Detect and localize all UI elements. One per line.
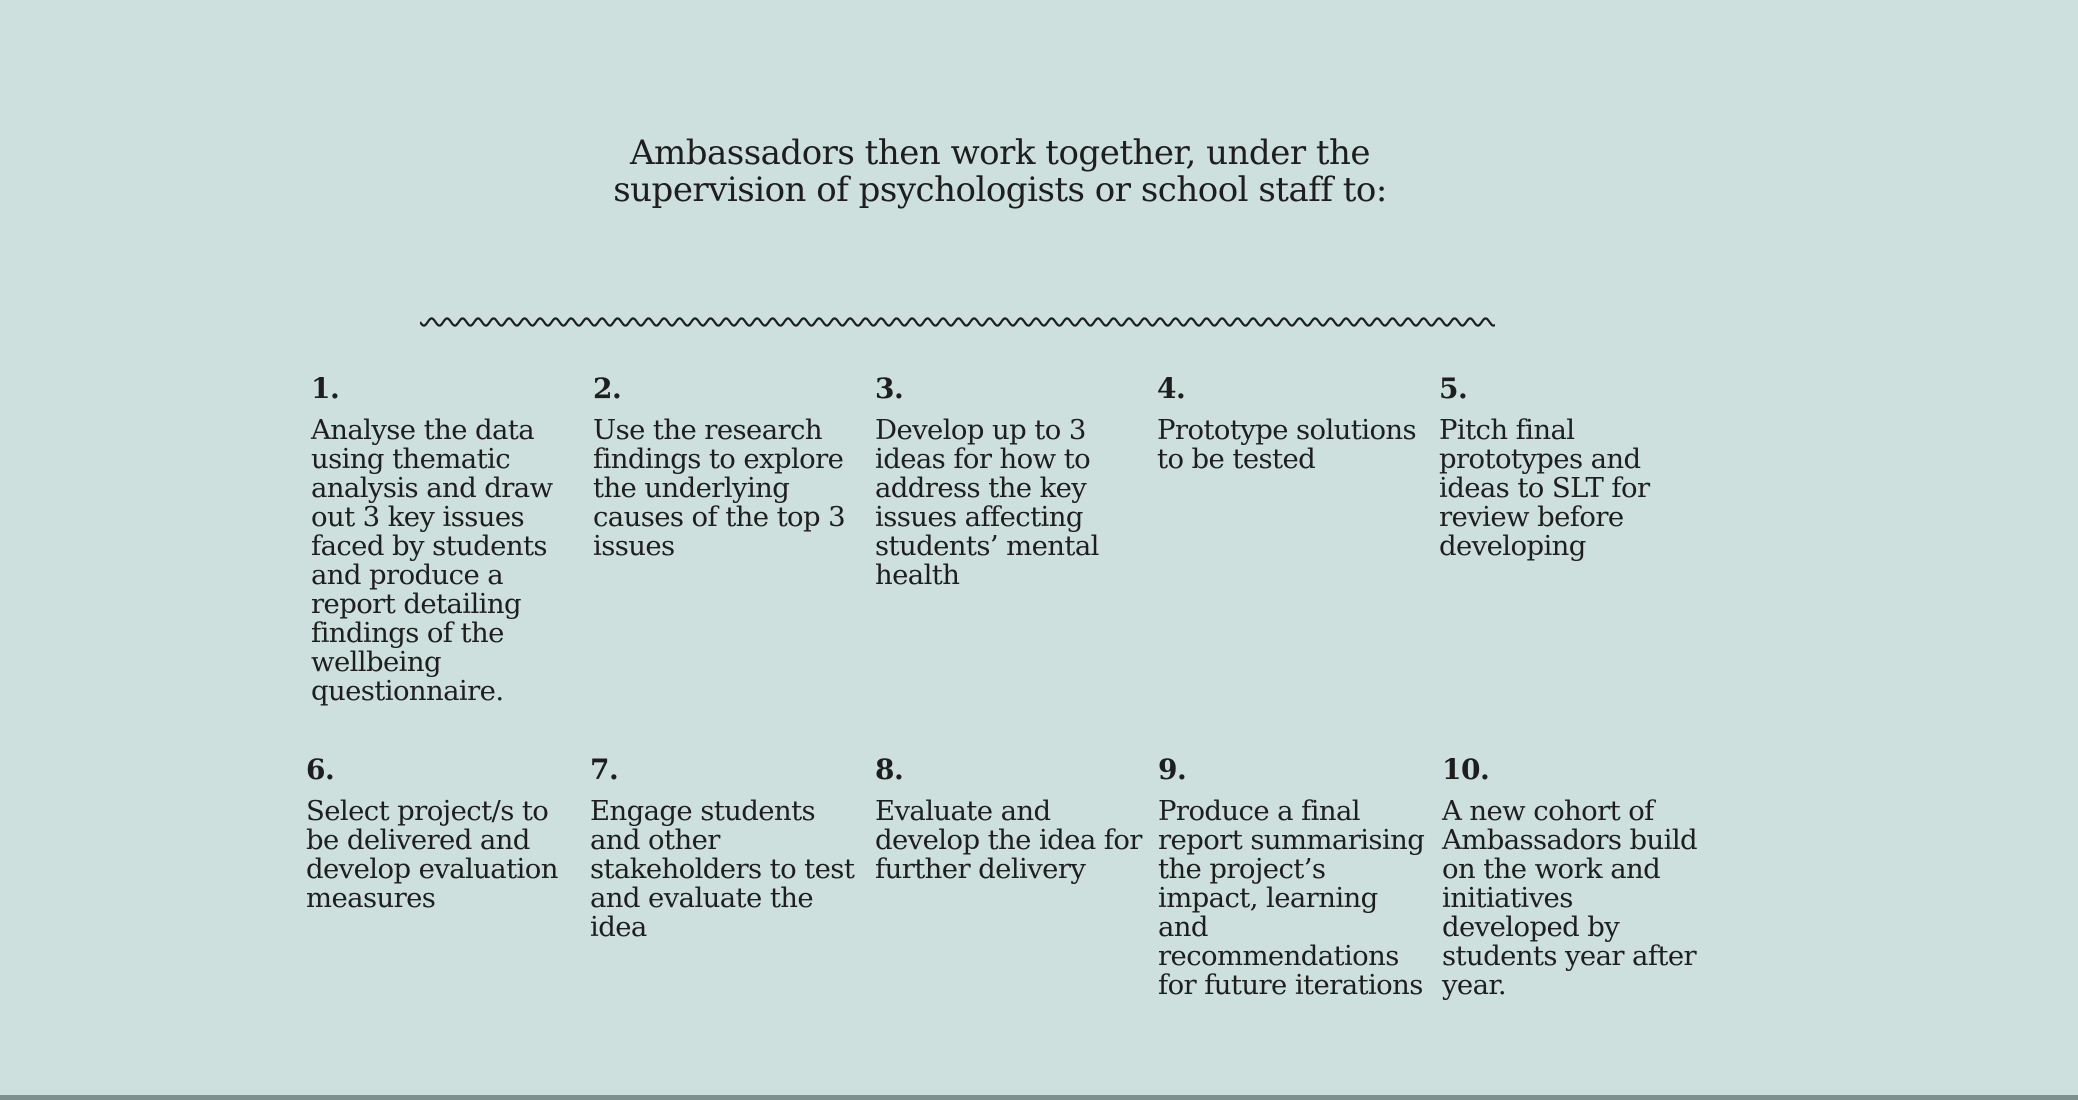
step-description: Evaluate and develop the idea for further delivery bbox=[875, 795, 1142, 885]
step-number: 7. bbox=[590, 753, 619, 786]
step-item bbox=[875, 372, 1140, 590]
step-description: Use the research findings to explore the underlying causes of the top 3 issues bbox=[593, 414, 846, 562]
step-item bbox=[1157, 372, 1422, 474]
section-heading-line-2: supervision of psychologists or school staff to: bbox=[613, 170, 1387, 210]
step-description: Produce a final report summarising the project’s impact, learning and recommendations for future iterations bbox=[1158, 795, 1425, 1001]
step-number: 8. bbox=[875, 753, 904, 786]
step-description: Engage students and other stakeholders to test and evaluate the idea bbox=[590, 795, 855, 943]
step-description: Pitch final prototypes and ideas to SLT for review before developing bbox=[1439, 414, 1650, 562]
step-item bbox=[1442, 753, 1712, 1000]
step-number: 10. bbox=[1442, 753, 1490, 786]
section-heading bbox=[600, 135, 1400, 209]
step-item bbox=[875, 753, 1145, 884]
step-number: 2. bbox=[593, 372, 622, 405]
step-number: 9. bbox=[1158, 753, 1187, 786]
step-number: 3. bbox=[875, 372, 904, 405]
step-number: 6. bbox=[306, 753, 335, 786]
wavy-line-icon bbox=[420, 311, 1495, 333]
step-description: Develop up to 3 ideas for how to address the key issues affecting students’ mental health bbox=[875, 414, 1099, 591]
step-description: A new cohort of Ambassadors build on the work and initiatives developed by students year after year. bbox=[1442, 795, 1698, 1001]
step-number: 4. bbox=[1157, 372, 1186, 405]
step-item bbox=[1158, 753, 1428, 1000]
step-item bbox=[306, 753, 576, 913]
step-item bbox=[311, 372, 571, 706]
section-heading-line-1: Ambassadors then work together, under the bbox=[629, 133, 1371, 173]
bottom-divider bbox=[0, 1095, 2078, 1100]
step-item bbox=[1439, 372, 1704, 561]
step-item bbox=[590, 753, 860, 942]
step-number: 1. bbox=[311, 372, 340, 405]
step-item bbox=[593, 372, 858, 561]
step-description: Select project/s to be delivered and develop evaluation measures bbox=[306, 795, 558, 914]
step-number: 5. bbox=[1439, 372, 1468, 405]
step-description: Analyse the data using thematic analysis and draw out 3 key issues faced by students and produce a report detailing findings of the wellbeing questionnaire. bbox=[311, 414, 553, 707]
step-description: Prototype solutions to be tested bbox=[1157, 414, 1417, 475]
